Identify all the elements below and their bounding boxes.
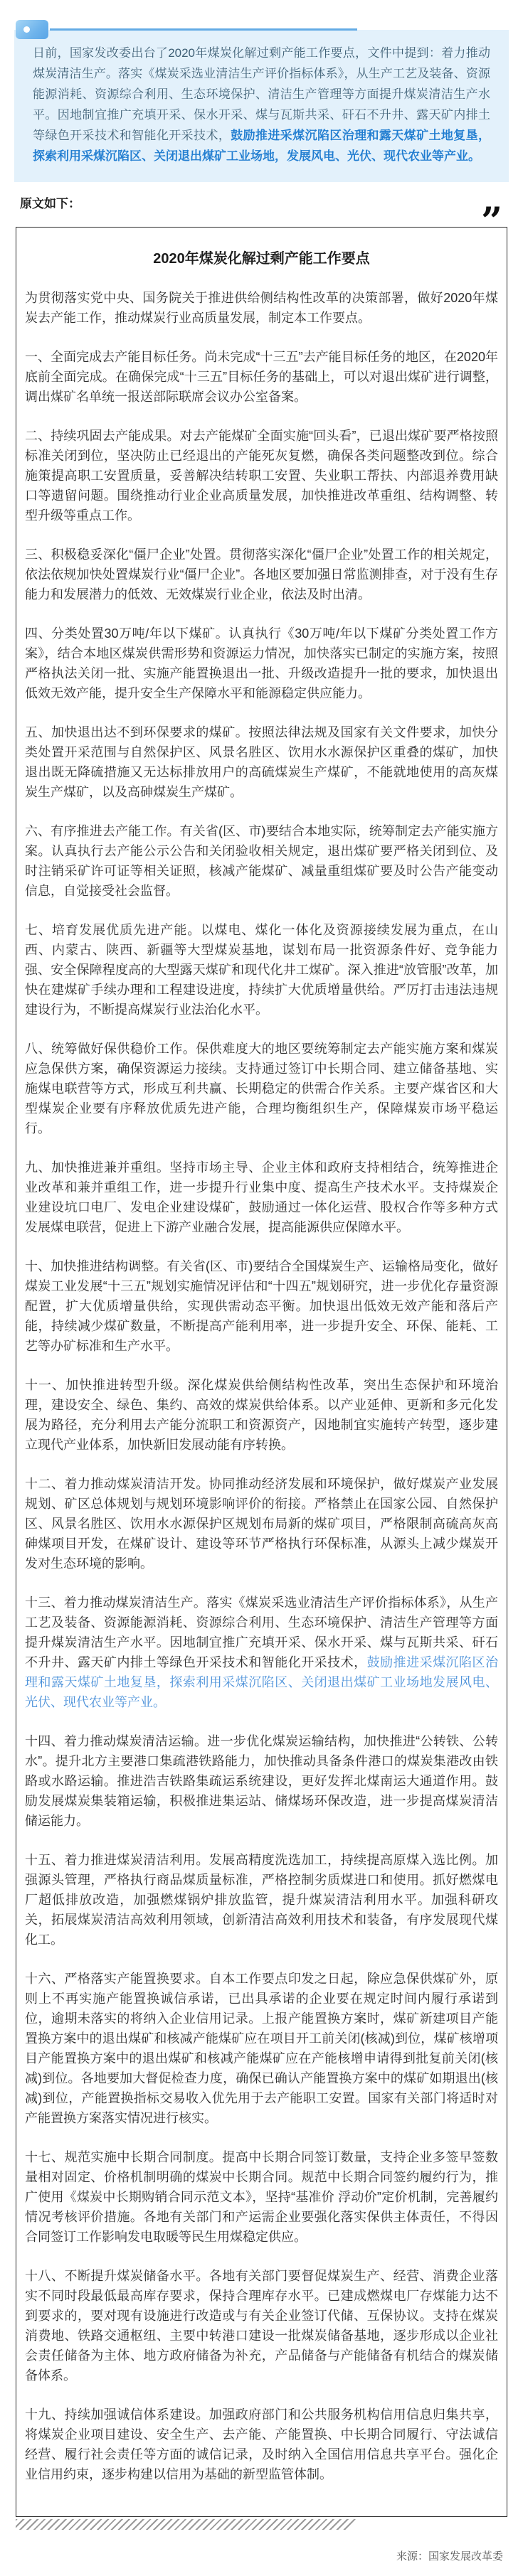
source-credit: 来源：国家发展改革委 [396,2550,503,2562]
dot-badge-icon [16,20,48,39]
article-paragraph [25,1474,498,1573]
paragraph-text: 十四、着力推动煤炭清洁运输。进一步优化煤炭运输结构，加快推进“公转铁、公转水”。提升北方主要港口集疏港铁路能力，加快推动具备条件港口的煤炭集港改由铁路或水路运输。推进浩吉铁路集疏运系统建设，更好发挥北煤南运大通道作用。鼓励发展煤炭集装箱运输，积极推进集运站、储煤场环保改造，进一步提高煤炭清洁储运能力。 [25,1734,498,1828]
article-paragraph [25,1039,498,1138]
paragraph-text: 七、培育发展优质先进产能。以煤电、煤化一体化及资源接续发展为重点，在山西、内蒙古、陕西、新疆等大型煤炭基地，谋划布局一批资源条件好、竞争能力强、安全保障程度高的大型露天煤矿和现代化井工煤矿。深入推进“放管服”改革，加快在建煤矿手续办理和工程建设进度，持续扩大优质增量供给。严厉打击违法违规建设行为，不断提高煤炭行业法治化水平。 [25,923,498,1017]
quote-icon: ” [481,200,502,243]
paragraph-text: 十二、着力推动煤炭清洁开发。协同推动经济发展和环境保护，做好煤炭产业发展规划、矿区总体规划与规划环境影响评价的衔接。严格禁止在国家公园、自然保护区、风景名胜区、饮用水水源保护区规划布局新的煤矿项目，严格限制高硫高灰高砷煤项目开发，在煤矿设计、建设等环节严格执行环保标准，从源头上减少煤炭开发对生态环境的影响。 [25,1477,498,1571]
article-paragraph [25,1969,498,2128]
article-paragraph [25,1375,498,1455]
article-paragraph [25,2147,498,2247]
paragraph-list [25,288,498,2484]
paragraph-text: 十三、着力推动煤炭清洁生产。落实《煤炭采选业清洁生产评价指标体系》，从生产工艺及装备、资源能源消耗、资源综合利用、生态环境保护、清洁生产管理等方面提升煤炭清洁生产水平。因地制宜推广充填开采、保水开采、煤与瓦斯共采、矸石不升井、露天矿内排土等绿色开采技术和智能化开采技术， [25,1596,498,1669]
article-paragraph [25,920,498,1020]
paragraph-text: 十九、持续加强诚信体系建设。加强政府部门和公共服务机构信用信息归集共享，将煤炭企业项目建设、安全生产、去产能、产能置换、中长期合同履行、守法诚信经营、履行社会责任等方面的诚信记录，及时纳入全国信用信息共享平台。强化企业信用约束，逐步构建以信用为基础的新型监管体制。 [25,2407,498,2481]
paragraph-text: 十八、不断提升煤炭储备水平。各地有关部门要督促煤炭生产、经营、消费企业落实不同时段最低最高库存要求，保持合理库存水平。已建成燃煤电厂存煤能力达不到要求的，要对现有设施进行改造或与有关企业签订代储、互保协议。支持在煤炭消费地、铁路交通枢纽、主要中转港口建设一批煤炭储备基地，逐步形成以企业社会责任储备为主体、地方政府储备为补充，产品储备与产能储备有机结合的煤炭储备体系。 [25,2269,498,2383]
paragraph-text: 十五、着力推进煤炭清洁利用。发展高精度洗选加工，持续提高原煤入选比例。加强源头管理，严格执行商品煤质量标准，严格控制劣质煤进口和使用。抓好燃煤电厂超低排放改造，加强燃煤锅炉排放监管，提升煤炭清洁利用水平。加强科研攻关，拓展煤炭清洁高效利用领域，创新清洁高效利用技术和装备，有序发展现代煤化工。 [25,1853,498,1947]
intro-text-highlight: 鼓励推进采煤沉陷区治理和露天煤矿土地复垦，探索利用采煤沉陷区、关闭退出煤矿工业场地，发展风电、光伏、现代农业等产业。 [33,129,491,163]
article-paragraph [25,288,498,328]
paragraph-text: 六、有序推进去产能工作。有关省(区、市)要结合本地实际，统筹制定去产能实施方案。认真执行去产能公示公告和关闭验收相关规定，退出煤矿要严格关闭到位、及时注销采矿许可证等相关证照，核减产能煤矿、减量重组煤矿要及时公告产能变动信息，自觉接受社会监督。 [25,824,498,898]
article-paragraph [25,545,498,604]
hatch-divider [16,2519,356,2530]
paragraph-text: 九、加快推进兼并重组。坚持市场主导、企业主体和政府支持相结合，统筹推进企业改革和兼并重组工作，进一步提升行业集中度、提高生产技术水平。支持煤炭企业建设坑口电厂、发电企业建设煤矿，鼓励通过一体化运营、股权合作等多种方式发展煤电联营，促进上下游产业融合发展，提高能源供应保障水平。 [25,1160,498,1234]
paragraph-text: 八、统筹做好保供稳价工作。保供难度大的地区要统筹制定去产能实施方案和煤炭应急保供方案，确保资源运力接续。支持通过签订中长期合同、建立储备基地、实施煤电联营等方式，形成互利共赢、长期稳定的供需合作关系。主要产煤省区和大型煤炭企业要有序释放优质先进产能，合理均衡组织生产，保障煤炭市场平稳运行。 [25,1042,498,1135]
intro-text [33,43,490,166]
article-paragraph [25,1731,498,1831]
article-paragraph [25,624,498,703]
paragraph-text: 三、积极稳妥深化“僵尸企业”处置。贯彻落实深化“僵尸企业”处置工作的相关规定，依法依规加快处置煤炭行业“僵尸企业”。各地区要加强日常监测排查，对于没有生存能力和发展潜力的低效、无效煤炭行业企业，依法及时出清。 [25,547,498,602]
intro-divider-line [50,28,357,31]
article-paragraph [25,426,498,525]
article-title: 2020年煤炭化解过剩产能工作要点 [153,251,370,267]
article-paragraph [25,1850,498,1950]
paragraph-text: 十六、严格落实产能置换要求。自本工作要点印发之日起，除应急保供煤矿外，原则上不再实施产能置换诚信承诺，已出具承诺的企业要在规定时间内履行承诺到位，逾期未落实的将纳入企业信用记录。上报产能置换方案时，煤矿新建项目产能置换方案中的退出煤矿和核减产能煤矿应在项目开工前关闭(核减)到位，煤矿核增项目产能置换方案中的退出煤矿和核减产能煤矿应在产能核增申请得到批复前关闭(核减)到位。各地要加大督促检查力度，确保已确认产能置换方案中的煤矿如期退出(核减)到位，产能置换指标交易收入优先用于去产能职工安置。国家有关部门将适时对产能置换方案落实情况进行核实。 [25,1972,499,2125]
paragraph-text: 四、分类处置30万吨/年以下煤矿。认真执行《30万吨/年以下煤矿分类处置工作方案》，结合本地区煤炭供需形势和资源运力情况，加快落实已制定的实施方案，按照严格执法关闭一批、实施产能置换退出一批、升级改造提升一批的要求，加快退出低效无效产能，提升安全生产保障水平和能源稳定供应能力。 [25,626,498,700]
article-paragraph [25,722,498,802]
paragraph-text: 二、持续巩固去产能成果。对去产能煤矿全面实施“回头看”，已退出煤矿要严格按照标准关闭到位，坚决防止已经退出的产能死灰复燃，确保各类问题整改到位。综合施策提高职工安置质量，妥善解决结转职工安置、失业职工帮扶、内部退养费用缺口等遗留问题。围绕推动行业企业高质量发展，加快推进改革重组、结构调整、转型升级等重点工作。 [25,429,498,523]
paragraph-text: 十、加快推进结构调整。有关省(区、市)要结合全国煤炭生产、运输格局变化，做好煤炭工业发展“十三五”规划实施情况评估和“十四五”规划研究，进一步优化存量资源配置，扩大优质增量供给，实现供需动态平衡。加快退出低效无效产能和落后产能，持续减少煤矿数量，不断提高产能利用率，进一步提升安全、环保、能耗、工艺等办矿标准和生产水平。 [25,1259,498,1353]
article-paragraph [25,821,498,901]
article-paragraph [25,1593,498,1712]
paragraph-text: 五、加快退出达不到环保要求的煤矿。按照法律法规及国家有关文件要求，加快分类处置开采范围与自然保护区、风景名胜区、饮用水水源保护区重叠的煤矿，加快退出既无降硫措施又无达标排放用户的高硫煤炭生产煤矿，不能就地使用的高灰煤炭生产煤矿，以及高砷煤炭生产煤矿。 [25,725,498,799]
article-paragraph [25,347,498,407]
paragraph-text: 一、全面完成去产能目标任务。尚未完成“十三五”去产能目标任务的地区，在2020年底前全面完成。在确保完成“十三五”目标任务的基础上，可以对退出煤矿进行调整，调出煤矿名单统一报送部际联席会议办公室备案。 [25,350,498,404]
article-paragraph [25,1158,498,1237]
orig-label: 原文如下： [20,197,80,210]
paragraph-text: 十七、规范实施中长期合同制度。提高中长期合同签订数量，支持企业多签早签数量相对固定、价格机制明确的煤炭中长期合同。规范中长期合同签约履约行为，推广使用《煤炭中长期购销合同示范文本》，坚持“基准价 浮动价”定价机制，完善履约情况考核评价措施。各地有关部门和产运需企业要强化落实保供主体责任，不得因合同签订工作影响发电取暖等民生用煤稳定供应。 [25,2150,498,2244]
paragraph-highlight-text: 鼓励推进采煤沉陷区治理和露天煤矿土地复垦，探索利用采煤沉陷区、关闭退出煤矿工业场地发展风电、光伏、现代农业等产业。 [25,1655,499,1709]
intro-panel [14,30,509,182]
article-paragraph [25,1256,498,1356]
article-paragraph [25,2405,498,2484]
paragraph-text: 为贯彻落实党中央、国务院关于推进供给侧结构性改革的决策部署，做好2020年煤炭去产能工作，推动煤炭行业高质量发展，制定本工作要点。 [25,291,498,325]
paragraph-text: 十一、加快推进转型升级。深化煤炭供给侧结构性改革，突出生态保护和环境治理，建设安全、绿色、集约、高效的煤炭供给体系。以产业延伸、更新和多元化发展为路径，充分利用去产能分流职工和资源资产，因地制宜实施转产转型，逐步建立现代产业体系，加快新旧发展动能有序转换。 [25,1378,498,1452]
intro-text-normal: 日前，国家发改委出台了2020年煤炭化解过剩产能工作要点，文件中提到：着力推动煤炭清洁生产。落实《煤炭采选业清洁生产评价指标体系》，从生产工艺及装备、资源能源消耗、资源综合利用、生态环境保护、清洁生产管理等方面提升煤炭清洁生产水平。因地制宜推广充填开采、保水开采、煤与瓦斯共采、矸石不升井、露天矿内排土等绿色开采技术和智能化开采技术， [33,46,490,142]
article-paragraph [25,2266,498,2385]
